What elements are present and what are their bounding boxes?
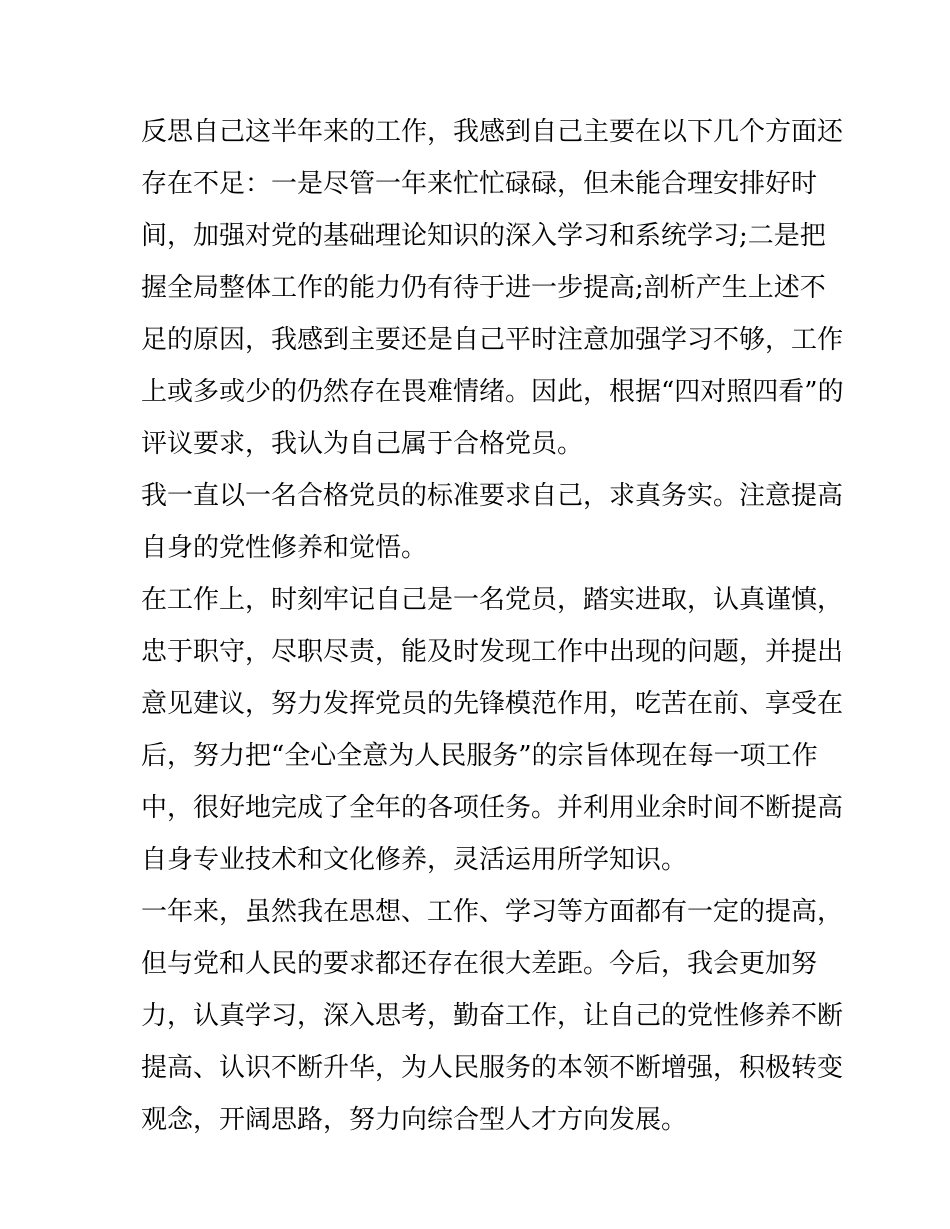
- text-line: 但与党和人民的要求都还存在很大差距。今后，我会更加努: [141, 949, 818, 979]
- text-line: 观念，开阔思路，努力向综合型人才方向发展。: [141, 1105, 688, 1135]
- text-line: 后，努力把“全心全意为人民服务”的宗旨体现在每一项工作: [141, 741, 818, 771]
- text-line: 评议要求，我认为自己属于合格党员。: [141, 429, 584, 459]
- text-line: 足的原因，我感到主要还是自己平时注意加强学习不够，工作: [141, 325, 844, 355]
- text-line: 忠于职守，尽职尽责，能及时发现工作中出现的问题，并提出: [141, 637, 844, 667]
- text-line: 反思自己这半年来的工作，我感到自己主要在以下几个方面还: [141, 117, 844, 147]
- text-line: 提高、认识不断升华，为人民服务的本领不断增强，积极转变: [141, 1053, 844, 1083]
- text-line: 自身的党性修养和觉悟。: [141, 533, 428, 563]
- text-line: 自身专业技术和文化修养，灵活运用所学知识。: [141, 845, 688, 875]
- document-body: [141, 106, 844, 1146]
- text-line: 意见建议，努力发挥党员的先锋模范作用，吃苦在前、享受在: [141, 689, 844, 719]
- paragraph-3: [141, 574, 844, 886]
- paragraph-4: [141, 886, 844, 1146]
- text-line: 间，加强对党的基础理论知识的深入学习和系统学习;二是把: [141, 221, 826, 251]
- text-line: 力，认真学习，深入思考，勤奋工作，让自己的党性修养不断: [141, 1001, 844, 1031]
- paragraph-2: [141, 470, 844, 574]
- text-line: 一年来，虽然我在思想、工作、学习等方面都有一定的提高，: [141, 897, 844, 927]
- text-line: 在工作上，时刻牢记自己是一名党员，踏实进取，认真谨慎，: [141, 585, 844, 615]
- text-line: 上或多或少的仍然存在畏难情绪。因此，根据“四对照四看”的: [141, 377, 844, 407]
- text-line: 中，很好地完成了全年的各项任务。并利用业余时间不断提高: [141, 793, 844, 823]
- paragraph-1: [141, 106, 844, 470]
- text-line: 存在不足：一是尽管一年来忙忙碌碌，但未能合理安排好时: [141, 169, 818, 199]
- text-line: 我一直以一名合格党员的标准要求自己，求真务实。注意提高: [141, 481, 844, 511]
- text-line: 握全局整体工作的能力仍有待于进一步提高;剖析产生上述不: [141, 273, 826, 303]
